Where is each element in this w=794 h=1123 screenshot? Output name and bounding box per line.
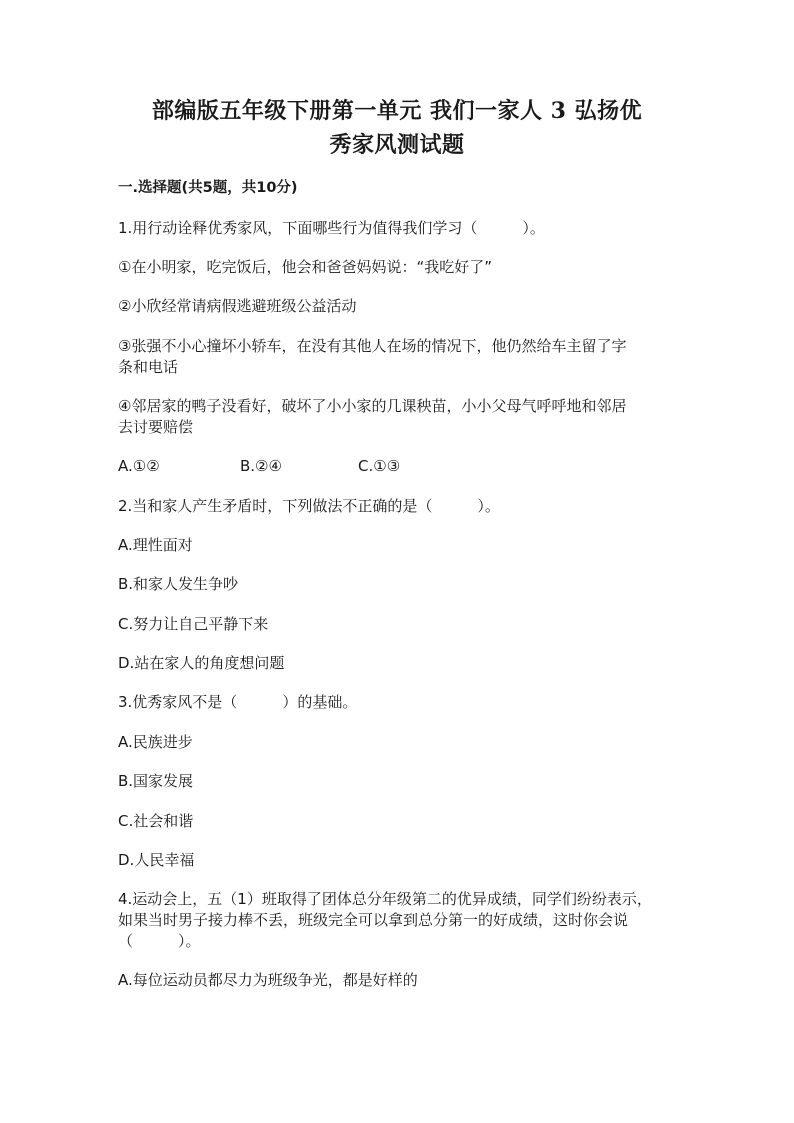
question-1-item-2: ②小欣经常请病假逃避班级公益活动 bbox=[118, 297, 357, 315]
question-1-item-4: ④邻居家的鸭子没看好，破坏了小小家的几课秧苗，小小父母气呼呼地和邻居 bbox=[118, 397, 627, 415]
question-3-option-b[interactable]: B.国家发展 bbox=[118, 772, 194, 790]
section-heading: 一.选择题(共5题，共10分) bbox=[118, 180, 298, 196]
question-4-option-a[interactable]: A.每位运动员都尽力为班级争光，都是好样的 bbox=[118, 971, 418, 989]
page-title-line-2: 秀家风测试题 bbox=[329, 132, 465, 158]
page-title-line-1: 部编版五年级下册第一单元 我们一家人 3 弘扬优 bbox=[151, 98, 643, 124]
question-1-stem: 1.用行动诠释优秀家风，下面哪些行为值得我们学习（ ）。 bbox=[118, 219, 545, 237]
option-a[interactable]: A.①② bbox=[118, 457, 160, 475]
question-2-option-b[interactable]: B.和家人发生争吵 bbox=[118, 575, 239, 593]
question-3-stem: 3.优秀家风不是（ ）的基础。 bbox=[118, 693, 358, 711]
question-1-item-3-cont: 条和电话 bbox=[118, 358, 179, 376]
question-2-stem: 2.当和家人产生矛盾时，下列做法不正确的是（ ）。 bbox=[118, 497, 500, 515]
question-2-option-a[interactable]: A.理性面对 bbox=[118, 536, 193, 554]
question-1-item-1: ①在小明家，吃完饭后，他会和爸爸妈妈说：“我吃好了” bbox=[118, 258, 492, 276]
question-3-option-d[interactable]: D.人民幸福 bbox=[118, 851, 195, 869]
option-b[interactable]: B.②④ bbox=[240, 457, 282, 475]
question-4-stem-line-3: （ ）。 bbox=[118, 932, 201, 950]
question-2-option-d[interactable]: D.站在家人的角度想问题 bbox=[118, 654, 285, 672]
question-4-stem-line-1: 4.运动会上，五（1）班取得了团体总分年级第二的优异成绩，同学们纷纷表示， bbox=[118, 890, 652, 908]
question-3-option-a[interactable]: A.民族进步 bbox=[118, 733, 193, 751]
question-2-option-c[interactable]: C.努力让自己平静下来 bbox=[118, 615, 269, 633]
option-c[interactable]: C.①③ bbox=[358, 457, 401, 475]
question-4-stem-line-2: 如果当时男子接力棒不丢，班级完全可以拿到总分第一的好成绩，这时你会说 bbox=[118, 911, 629, 929]
question-1-item-4-cont: 去讨要赔偿 bbox=[118, 418, 194, 436]
question-1-item-3: ③张强不小心撞坏小轿车，在没有其他人在场的情况下，他仍然给车主留了字 bbox=[118, 337, 627, 355]
question-3-option-c[interactable]: C.社会和谐 bbox=[118, 812, 194, 830]
